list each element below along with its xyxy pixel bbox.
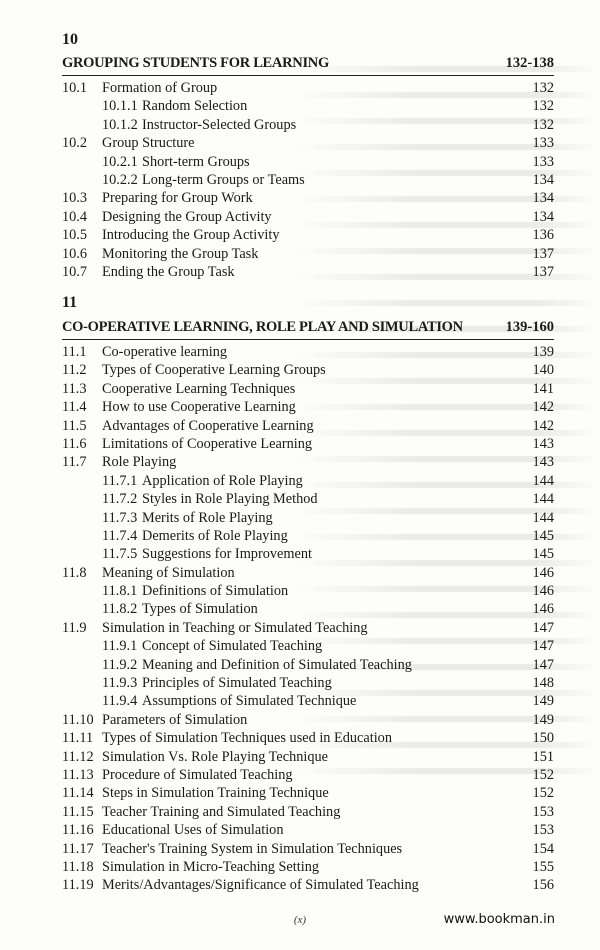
entry-title: Types of Simulation Techniques used in Education: [102, 730, 392, 747]
toc-subentry: [62, 656, 554, 674]
entry-page-number: 132: [532, 116, 554, 133]
entry-page-number: 146: [532, 564, 554, 581]
entry-number: 11.9.4: [102, 693, 138, 710]
entry-page-number: 154: [532, 840, 554, 857]
entry-title: Simulation in Teaching or Simulated Teaching: [102, 619, 368, 636]
entry-title: Limitations of Cooperative Learning: [102, 435, 313, 452]
toc-entry: [62, 748, 554, 766]
entry-number: 10.2.1: [102, 153, 138, 170]
entry-page-number: 142: [532, 417, 554, 434]
entry-title: Simulation in Micro-Teaching Setting: [102, 858, 319, 875]
entry-page-number: 140: [532, 362, 554, 379]
entry-number: 10.5: [62, 227, 88, 244]
toc-entry: [62, 189, 554, 207]
entry-page-number: 143: [532, 435, 554, 452]
toc-subentry: [62, 545, 554, 563]
entry-number: 11.15: [62, 803, 94, 820]
entry-page-number: 134: [532, 171, 554, 188]
entry-number: 11.16: [62, 822, 94, 839]
entry-title: Meaning and Definition of Simulated Teaching: [142, 656, 412, 673]
entry-page-number: 143: [532, 454, 554, 471]
entry-title: Meaning of Simulation: [102, 564, 235, 581]
entry-title: Parameters of Simulation: [102, 711, 248, 728]
toc-subentry: [62, 171, 554, 189]
entry-page-number: 148: [532, 675, 554, 692]
entry-number: 11.12: [62, 748, 94, 765]
entry-page-number: 137: [532, 245, 554, 262]
entry-page-number: 151: [532, 748, 554, 765]
toc-entry: [62, 361, 554, 379]
entry-title: Suggestions for Improvement: [142, 546, 312, 563]
entry-list: [62, 79, 554, 281]
toc-entry: [62, 821, 554, 839]
entry-title: Group Structure: [102, 135, 195, 152]
toc-subentry: [62, 116, 554, 134]
toc-entry: [62, 245, 554, 263]
toc-entry: [62, 417, 554, 435]
entry-number: 10.1: [62, 80, 88, 96]
chapter-number: 10: [62, 31, 78, 48]
entry-number: 11.18: [62, 858, 94, 875]
entry-page-number: 132: [532, 80, 554, 96]
website-watermark: www.bookman.in: [443, 912, 555, 927]
entry-page-number: 144: [532, 472, 554, 489]
toc-entry: [62, 858, 554, 876]
entry-number: 11.13: [62, 766, 94, 783]
entry-number: 10.2: [62, 135, 88, 152]
entry-title: Advantages of Cooperative Learning: [102, 417, 314, 434]
entry-number: 10.6: [62, 245, 88, 262]
entry-number: 11.7.3: [102, 509, 138, 526]
toc-entry: [62, 711, 554, 729]
toc-subentry: [62, 153, 554, 171]
entry-title: Merits/Advantages/Significance of Simulated Teaching: [102, 877, 419, 894]
entry-page-number: 146: [532, 583, 554, 600]
entry-title: Role Playing: [102, 454, 177, 471]
entry-number: 11.7.5: [102, 546, 138, 563]
toc-subentry: [62, 472, 554, 490]
entry-number: 11.5: [62, 417, 87, 434]
entry-title: Types of Simulation: [142, 601, 258, 618]
entry-page-number: 141: [532, 380, 554, 397]
entry-title: Steps in Simulation Training Technique: [102, 785, 329, 802]
chapter-title: CO-OPERATIVE LEARNING, ROLE PLAY AND SIMULATION: [62, 319, 463, 335]
toc-subentry: [62, 692, 554, 710]
toc-entry: [62, 564, 554, 582]
entry-page-number: 144: [532, 509, 554, 526]
toc-subentry: [62, 527, 554, 545]
entry-number: 11.2: [62, 362, 87, 379]
entry-number: 11.17: [62, 840, 94, 857]
entry-title: Assumptions of Simulated Technique: [142, 693, 357, 710]
toc-entry: [62, 263, 554, 281]
toc-entry: [62, 380, 554, 398]
entry-page-number: 137: [532, 263, 554, 280]
entry-title: Monitoring the Group Task: [102, 245, 259, 262]
chapter-title: GROUPING STUDENTS FOR LEARNING: [62, 55, 329, 71]
entry-number: 11.1: [62, 344, 87, 360]
entry-number: 11.7.4: [102, 527, 138, 544]
toc-subentry: [62, 674, 554, 692]
toc-entry: [62, 784, 554, 802]
entry-page-number: 152: [532, 785, 554, 802]
entry-title: Teacher Training and Simulated Teaching: [102, 803, 341, 820]
entry-title: Short-term Groups: [142, 153, 250, 170]
entry-title: Co-operative learning: [102, 344, 228, 360]
chapter-number: 11: [62, 294, 78, 311]
entry-title: Ending the Group Task: [102, 263, 235, 280]
entry-title: Principles of Simulated Teaching: [142, 675, 332, 692]
entry-page-number: 147: [532, 619, 554, 636]
chapter-page-range: 139-160: [505, 319, 554, 335]
toc-entry: [62, 766, 554, 784]
entry-title: Merits of Role Playing: [142, 509, 273, 526]
chapter-title-row: [62, 55, 554, 76]
entry-number: 10.7: [62, 263, 88, 280]
toc-subentry: [62, 509, 554, 527]
entry-page-number: 152: [532, 766, 554, 783]
entry-title: Definitions of Simulation: [142, 583, 289, 600]
entry-number: 11.9.2: [102, 656, 138, 673]
entry-title: Long-term Groups or Teams: [142, 171, 305, 188]
entry-number: 11.14: [62, 785, 94, 802]
toc-subentry: [62, 637, 554, 655]
entry-title: Cooperative Learning Techniques: [102, 380, 296, 397]
page-number: (x): [293, 914, 307, 926]
entry-title: Application of Role Playing: [142, 472, 303, 489]
entry-page-number: 145: [532, 527, 554, 544]
entry-title: Designing the Group Activity: [102, 208, 272, 225]
chapter-page-range: 132-138: [505, 55, 554, 71]
entry-page-number: 153: [532, 803, 554, 820]
entry-page-number: 145: [532, 546, 554, 563]
entry-number: 10.2.2: [102, 171, 138, 188]
toc-entry: [62, 343, 554, 361]
entry-number: 11.8.2: [102, 601, 138, 618]
toc-entry: [62, 729, 554, 747]
entry-page-number: 146: [532, 601, 554, 618]
entry-number: 11.7.2: [102, 491, 138, 508]
toc-entry: [62, 803, 554, 821]
entry-title: Simulation Vs. Role Playing Technique: [102, 748, 329, 765]
toc-subentry: [62, 97, 554, 115]
entry-number: 11.4: [62, 399, 87, 416]
toc-subentry: [62, 582, 554, 600]
toc-entry: [62, 619, 554, 637]
toc-subentry: [62, 490, 554, 508]
entry-number: 11.8.1: [102, 583, 138, 600]
entry-page-number: 149: [532, 711, 554, 728]
entry-number: 11.7: [62, 454, 87, 471]
entry-title: Demerits of Role Playing: [142, 527, 288, 544]
entry-number: 11.6: [62, 435, 87, 452]
entry-page-number: 133: [532, 135, 554, 152]
chapter-title-row: [62, 319, 554, 340]
toc-entry: [62, 208, 554, 226]
toc-subentry: [62, 600, 554, 618]
toc-entry: [62, 435, 554, 453]
entry-title: Procedure of Simulated Teaching: [102, 766, 293, 783]
toc-entry: [62, 840, 554, 858]
toc-entry: [62, 398, 554, 416]
entry-number: 11.10: [62, 711, 94, 728]
entry-page-number: 134: [532, 208, 554, 225]
toc-entry: [62, 876, 554, 894]
entry-title: Types of Cooperative Learning Groups: [102, 362, 326, 379]
entry-page-number: 136: [532, 227, 554, 244]
entry-number: 11.3: [62, 380, 87, 397]
entry-page-number: 150: [532, 730, 554, 747]
entry-number: 11.9: [62, 619, 87, 636]
entry-number: 11.11: [62, 730, 94, 747]
toc-entry: [62, 226, 554, 244]
entry-title: Random Selection: [142, 98, 248, 115]
entry-title: Formation of Group: [102, 80, 218, 96]
entry-page-number: 133: [532, 153, 554, 170]
chapter-10: [62, 31, 554, 281]
entry-page-number: 147: [532, 638, 554, 655]
entry-number: 11.19: [62, 877, 94, 894]
entry-page-number: 147: [532, 656, 554, 673]
entry-page-number: 149: [532, 693, 554, 710]
toc-entry: [62, 453, 554, 471]
entry-number: 10.1.2: [102, 116, 138, 133]
entry-title: Teacher's Training System in Simulation Techniques: [102, 840, 403, 857]
entry-page-number: 139: [532, 344, 554, 360]
entry-title: Concept of Simulated Teaching: [142, 638, 323, 655]
entry-number: 11.9.3: [102, 675, 138, 692]
entry-page-number: 132: [532, 98, 554, 115]
entry-page-number: 134: [532, 190, 554, 207]
entry-title: Educational Uses of Simulation: [102, 822, 284, 839]
entry-page-number: 156: [532, 877, 554, 894]
chapter-11: [62, 294, 554, 895]
toc-entry: [62, 134, 554, 152]
entry-page-number: 153: [532, 822, 554, 839]
entry-page-number: 155: [532, 858, 554, 875]
entry-title: Styles in Role Playing Method: [142, 491, 318, 508]
entry-page-number: 144: [532, 491, 554, 508]
entry-number: 11.8: [62, 564, 87, 581]
entry-title: Instructor-Selected Groups: [142, 116, 297, 133]
entry-page-number: 142: [532, 399, 554, 416]
entry-number: 10.4: [62, 208, 88, 225]
entry-title: How to use Cooperative Learning: [102, 399, 296, 416]
entry-title: Introducing the Group Activity: [102, 227, 280, 244]
entry-number: 10.3: [62, 190, 88, 207]
entry-number: 10.1.1: [102, 98, 138, 115]
entry-number: 11.7.1: [102, 472, 138, 489]
entry-list: [62, 343, 554, 895]
toc-entry: [62, 79, 554, 97]
entry-number: 11.9.1: [102, 638, 138, 655]
entry-title: Preparing for Group Work: [102, 190, 253, 207]
